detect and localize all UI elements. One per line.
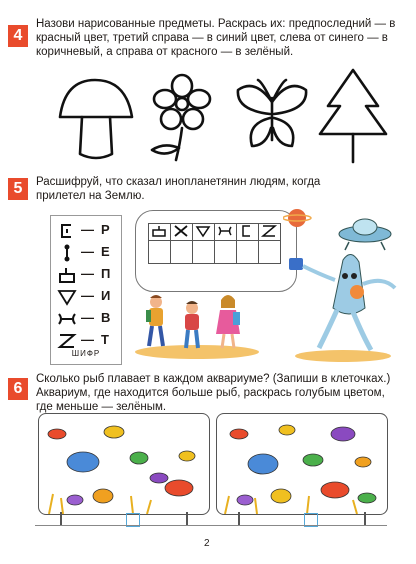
task-4-text: Назови нарисованные предметы. Раскрась их: предпоследний — в красный цвет, третий справа — в синий цвет, слева от синего — в коричневый, а справа от красного — в зелёный. [36,18,396,58]
bracket-icon [57,222,77,240]
answer-cell[interactable] [170,241,193,264]
cipher-row [57,332,117,350]
child-figure [146,295,163,346]
code-cell [192,223,215,241]
task-5-text: Расшифруй, что сказал инопланетянин людям, когда прилетел на Землю. [36,176,321,202]
triangle-down-icon [57,288,77,306]
cipher-letter: Т [101,332,109,347]
aquarium-stand-leg [364,512,366,526]
dumbbell-icon [57,244,77,262]
cipher-label: ШИФР [71,349,101,358]
aquarium-stand-leg [238,512,240,526]
double-hook-icon [57,310,77,328]
code-grid [148,223,280,264]
alien-illustration [283,196,403,366]
hook-box-icon [57,266,77,284]
cipher-dash: — [81,222,94,237]
fish-drawing [39,414,209,514]
cipher-dash: — [81,288,94,303]
cipher-row [57,310,117,328]
task-5-number: 5 [8,178,28,200]
flower-drawing [152,75,210,160]
cipher-dash: — [81,244,94,259]
page-number: 2 [204,538,210,549]
task-4-pictures [40,62,390,172]
cipher-row [57,222,117,240]
speech-bubble [135,210,297,292]
ufo-icon [339,219,391,250]
aquarium-stand-leg [60,512,62,526]
task-6-text: Сколько рыб плавает в каждом аквариуме? (Запиши в клеточках.) Аквариум, где находится больше рыб, раскрась голубым цветом, где меньше — зелёным. [36,373,391,413]
cipher-row [57,244,117,262]
cipher-dash: — [81,266,94,281]
footer-divider [35,525,387,526]
butterfly-drawing [238,80,306,146]
code-cell [236,223,259,241]
cipher-letter: И [101,288,111,303]
cipher-letter: Р [101,222,110,237]
cipher-table [50,215,122,365]
code-cell [214,223,237,241]
tree-drawing [320,70,386,162]
cipher-letter: Е [101,244,110,259]
zigzag-icon [57,332,77,350]
answer-cell[interactable] [214,241,237,264]
cipher-dash: — [81,310,94,325]
aquarium-left [38,413,210,515]
cipher-letter: В [101,310,111,325]
cipher-row [57,266,117,284]
cipher-letter: П [101,266,111,281]
child-figure [185,301,199,348]
task-6-number: 6 [8,378,28,400]
mushroom-drawing [60,80,132,158]
aquarium-stand-leg [186,512,188,526]
answer-cell[interactable] [192,241,215,264]
fish-drawing [217,414,387,514]
answer-cell[interactable] [258,241,281,264]
code-cell [258,223,281,241]
code-cell [148,223,171,241]
cipher-row [57,288,117,306]
task-4-number: 4 [8,25,28,47]
code-cell [170,223,193,241]
answer-cell[interactable] [148,241,171,264]
cipher-dash: — [81,332,94,347]
answer-cell[interactable] [236,241,259,264]
children-illustration [132,288,262,360]
child-figure [216,295,240,348]
aquarium-right [216,413,388,515]
